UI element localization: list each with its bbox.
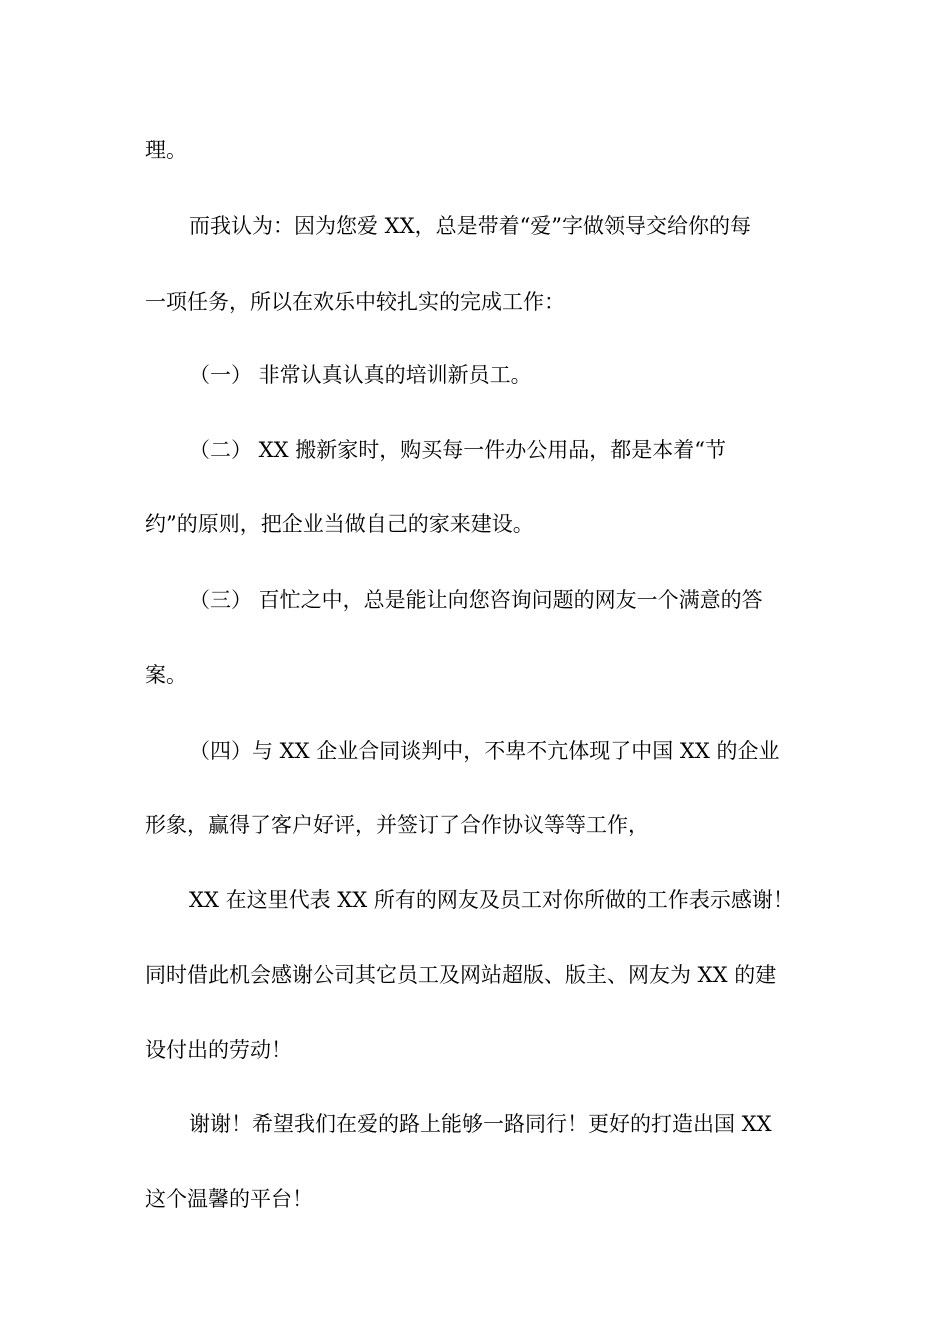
list-item-line: （三） 百忙之中，总是能让向您咨询问题的网友一个满意的答: [189, 588, 763, 612]
list-item-line: （二） XX 搬新家时，购买每一件办公用品，都是本着“节: [189, 438, 726, 462]
paragraph-line: XX 在这里代表 XX 所有的网友及员工对你所做的工作表示感谢！: [189, 888, 794, 912]
list-item-line: （一） 非常认真认真的培训新员工。: [189, 363, 532, 387]
paragraph-line: 约”的原则，把企业当做自己的家来建设。: [145, 512, 534, 536]
paragraph-line: 案。: [145, 663, 187, 687]
paragraph-line: 而我认为：因为您爱 XX，总是带着“爱”字做领导交给你的每: [189, 214, 752, 238]
list-item-line: （四）与 XX 企业合同谈判中，不卑不亢体现了中国 XX 的企业: [189, 739, 780, 763]
paragraph-line: 谢谢！希望我们在爱的路上能够一路同行！更好的打造出国 XX: [189, 1112, 772, 1136]
paragraph-line: 同时借此机会感谢公司其它员工及网站超版、版主、网友为 XX 的建: [145, 963, 777, 987]
paragraph-line: 这个温馨的平台！: [145, 1187, 313, 1211]
paragraph-line: 设付出的劳动！: [145, 1038, 292, 1062]
paragraph-line: 理。: [145, 138, 187, 162]
paragraph-line: 形象，赢得了客户好评，并签订了合作协议等等工作，: [145, 813, 649, 837]
paragraph-line: 一项任务，所以在欢乐中较扎实的完成工作：: [145, 290, 565, 314]
